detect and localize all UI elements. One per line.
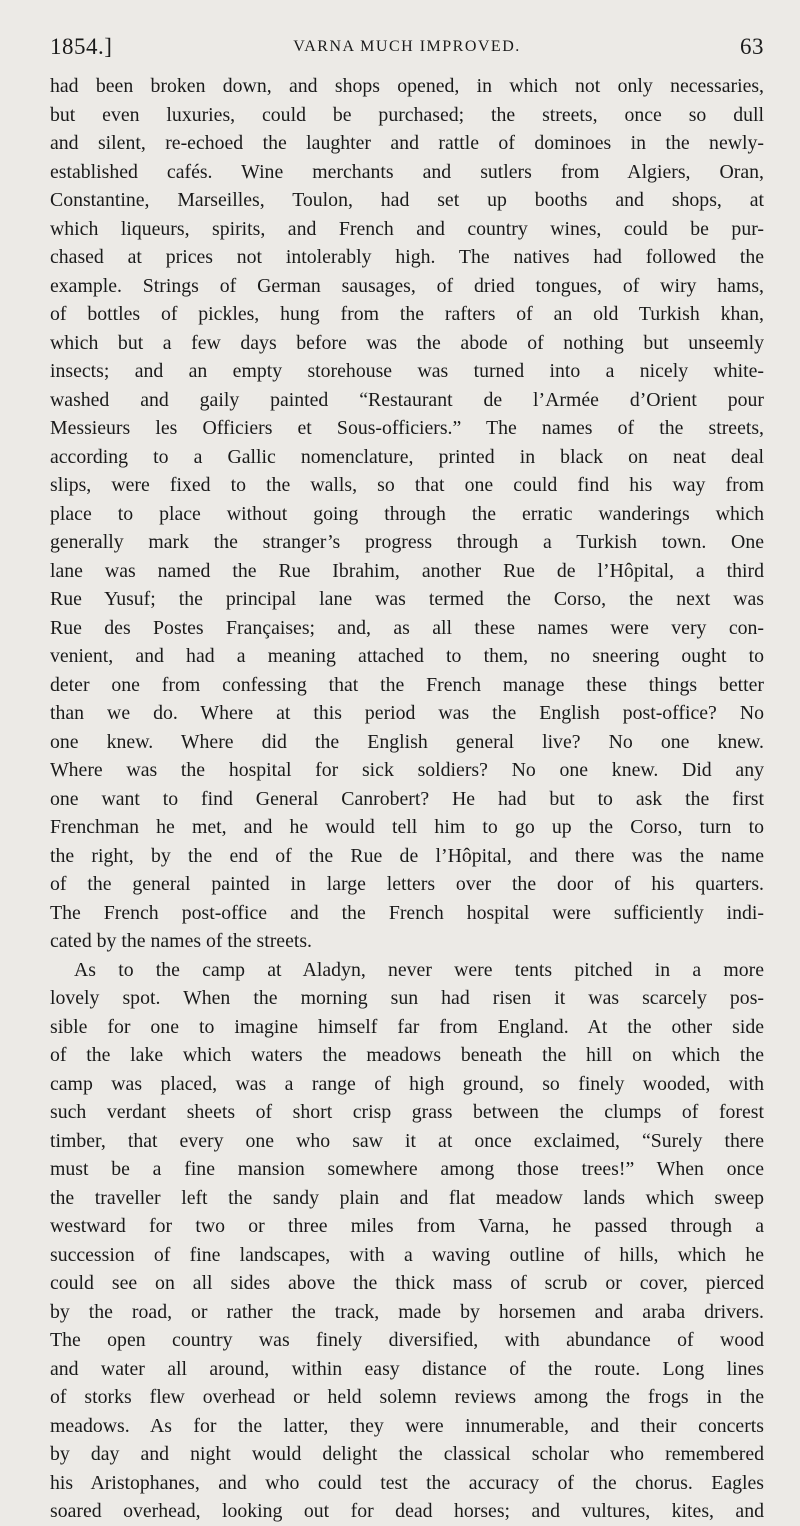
text-line: one knew. Where did the English general live? No one knew. [50,730,764,753]
running-title: VARNA MUCH IMPROVED. [293,38,521,55]
text-line: by day and night would delight the classical scholar who remembered [50,1443,764,1465]
text-line: his Aristophanes, and who could test the accuracy of the chorus. Eagles [50,1471,764,1494]
text-line: venient, and had a meaning attached to them, no sneering ought to [50,645,764,667]
text-line: succession of fine landscapes, with a waving outline of hills, which he [50,1243,764,1266]
text-line: meadows. As for the latter, they were innumerable, and their concerts [50,1414,764,1437]
text-line: according to a Gallic nomenclature, printed in black on neat deal [50,445,764,468]
text-line: Constantine, Marseilles, Toulon, had set up booths and shops, at [50,189,764,211]
text-line: insects; and an empty storehouse was turned into a nicely white- [50,360,764,382]
text-line: established cafés. Wine merchants and sutlers from Algiers, Oran, [50,160,764,183]
text-line: lane was named the Rue Ibrahim, another Rue de l’Hôpital, a third [50,559,764,582]
running-head [50,24,764,64]
text-line: Rue des Postes Françaises; and, as all these names were very con- [50,616,764,639]
text-line: slips, were fixed to the walls, so that one could find his way from [50,474,764,496]
text-line: which liqueurs, spirits, and French and country wines, could be pur- [50,217,764,240]
text-line: lovely spot. When the morning sun had risen it was scarcely pos- [50,987,764,1009]
text-line: cated by the names of the streets. [50,930,313,952]
text-line: soared overhead, looking out for dead horses; and vultures, kites, and [50,1500,764,1522]
text-line: of the lake which waters the meadows beneath the hill on which the [50,1044,764,1066]
text-line: of bottles of pickles, hung from the rafters of an old Turkish khan, [50,303,764,325]
text-line: such verdant sheets of short crisp grass between the clumps of forest [50,1101,764,1123]
text-line: of storks flew overhead or held solemn reviews among the frogs in the [50,1386,764,1408]
text-line: generally mark the stranger’s progress through a Turkish town. One [50,531,764,553]
text-line: The French post-office and the French hospital were sufficiently indi- [50,901,764,924]
text-line: which but a few days before was the abode of nothing but unseemly [50,331,764,354]
text-line: Rue Yusuf; the principal lane was termed the Corso, the next was [50,588,764,610]
text-line: timber, that every one who saw it at once exclaimed, “Surely there [50,1129,764,1152]
text-line: but even luxuries, could be purchased; the streets, once so dull [50,103,764,126]
header-year: 1854.] [50,34,113,59]
text-line: westward for two or three miles from Varna, he passed through a [50,1215,764,1237]
text-line: than we do. Where at this period was the English post-office? No [50,702,764,724]
text-line: sible for one to imagine himself far from England. At the other side [50,1015,764,1038]
text-line: The open country was finely diversified, with abundance of wood [50,1329,764,1351]
text-line: and silent, re-echoed the laughter and rattle of dominoes in the newly- [50,132,764,154]
text-line: As to the camp at Aladyn, never were tents pitched in a more [74,958,764,981]
text-line: the traveller left the sandy plain and flat meadow lands which sweep [50,1186,764,1209]
text-line: place to place without going through the erratic wanderings which [50,502,764,525]
text-line: of the general painted in large letters over the door of his quarters. [50,873,764,895]
text-line: Where was the hospital for sick soldiers? No one knew. Did any [50,759,764,781]
text-line: washed and gaily painted “Restaurant de l’Armée d’Orient pour [50,388,764,411]
text-line: example. Strings of German sausages, of dried tongues, of wiry hams, [50,274,764,297]
text-line: Messieurs les Officiers et Sous-officiers.” The names of the streets, [50,417,764,439]
text-line: and water all around, within easy distance of the route. Long lines [50,1357,764,1380]
text-line: deter one from confessing that the French manage these things better [50,673,764,696]
text-line: by the road, or rather the track, made by horsemen and araba drivers. [50,1300,764,1323]
text-line: chased at prices not intolerably high. The natives had followed the [50,246,764,268]
page-number: 63 [740,34,764,59]
text-line: must be a fine mansion somewhere among those trees!” When once [50,1158,764,1180]
text-line: the right, by the end of the Rue de l’Hôpital, and there was the name [50,844,764,867]
body-text [50,72,764,1526]
text-line: Frenchman he met, and he would tell him to go up the Corso, turn to [50,816,764,838]
text-line: had been broken down, and shops opened, in which not only necessaries, [50,75,764,97]
text-line: one want to find General Canrobert? He had but to ask the first [50,787,764,810]
text-line: could see on all sides above the thick mass of scrub or cover, pierced [50,1272,764,1294]
text-line: camp was placed, was a range of high ground, so finely wooded, with [50,1072,764,1095]
